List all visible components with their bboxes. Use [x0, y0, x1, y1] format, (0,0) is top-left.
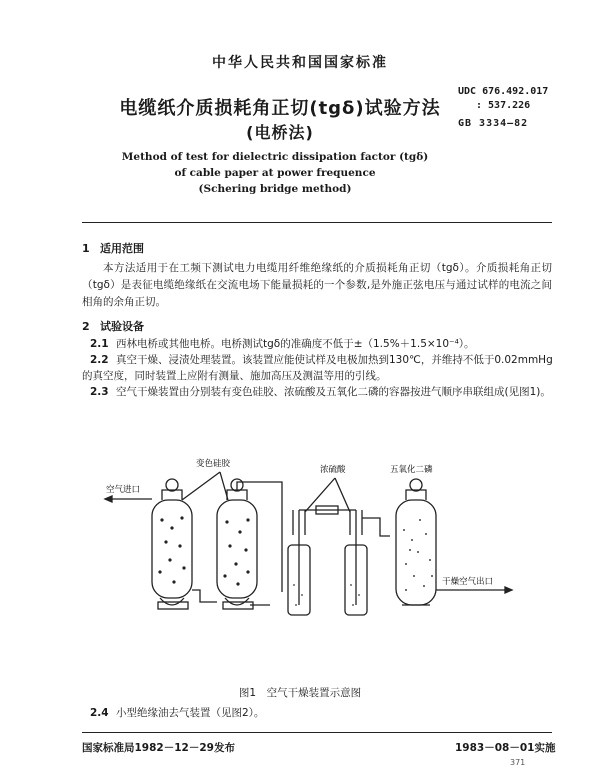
- section-title: 适用范围: [100, 242, 144, 255]
- label-air-inlet: 空气进口: [106, 485, 141, 495]
- section-1-heading: [82, 240, 144, 256]
- sulfuric-acid-bottle-1: [288, 510, 310, 615]
- silica-gel-column-1: [152, 479, 192, 609]
- page-number: 371: [510, 758, 526, 767]
- item-2-3: [82, 384, 552, 401]
- section-2-heading: [82, 318, 144, 334]
- phosphorus-pentoxide-column: [396, 479, 436, 605]
- figure-1-caption: 图1 空气干燥装置示意图: [238, 687, 362, 699]
- label-silica-gel: 变色硅胶: [196, 459, 231, 469]
- udc-line-1: UDC 676.492.017: [458, 86, 549, 97]
- gb-number: GB 3334—82: [458, 118, 529, 129]
- document-title: 电缆纸介质损耗角正切(tgδ)试验方法: [119, 98, 441, 119]
- item-2-4: [82, 705, 552, 722]
- english-title-line-3: (Schering bridge method): [198, 183, 352, 195]
- item-number: 2.2: [90, 354, 109, 366]
- english-title-line-1: Method of test for dielectric dissipation factor (tgδ): [121, 151, 429, 163]
- sulfuric-acid-bottle-2: [345, 510, 367, 615]
- english-title-line-2: of cable paper at power frequence: [174, 167, 376, 179]
- section-number: 1: [82, 242, 90, 255]
- udc-code: [458, 85, 548, 113]
- effective-date: 1983－08－01实施: [455, 742, 556, 754]
- item-2-1: [82, 336, 552, 353]
- item-text: 小型绝缘油去气装置（见图2）。: [116, 707, 265, 719]
- label-phosphorus-pentoxide: 五氧化二磷: [390, 465, 433, 475]
- item-number: 2.4: [90, 707, 109, 719]
- item-text: 真空干燥、浸渍处理装置。该装置应能使试样及电极加热到130℃，并维持不低于0.02mmHg: [116, 354, 553, 366]
- issue-date: 国家标准局1982－12－29发布: [82, 742, 235, 754]
- item-number: 2.1: [90, 338, 109, 350]
- air-drying-apparatus-figure: [100, 450, 550, 625]
- p2o5-particles: [403, 519, 433, 591]
- section-1-paragraph: 本方法适用于在工频下测试电力电缆用纤维绝缘纸的介质损耗角正切（tgδ）。介质损耗角正切（tgδ）是表征电缆绝缘纸在交流电场下能量损耗的一个参数,是外施正弦电压与通过试样的电流之间相角的余角正切。: [82, 262, 552, 308]
- label-sulfuric-acid: 浓硫酸: [320, 465, 346, 475]
- item-text: 空气干燥装置由分别装有变色硅胶、浓硫酸及五氧化二磷的容器按进气顺序串联组成(见图1)。: [116, 386, 551, 398]
- item-text: 的真空度，同时装置上应附有测量、施加高压及测温等用的引线。: [82, 370, 387, 382]
- item-text: 西林电桥或其他电桥。电桥测试tgδ的准确度不低于±（1.5%＋1.5×10⁻⁴）。: [116, 338, 475, 350]
- label-dry-air-outlet: 干燥空气出口: [442, 577, 494, 587]
- item-2-2-continued: [82, 368, 552, 385]
- section-number: 2: [82, 320, 90, 333]
- silica-granules: [158, 516, 249, 585]
- section-title: 试验设备: [100, 320, 144, 333]
- standard-organization: 中华人民共和国国家标准: [212, 55, 388, 71]
- acid-liquid-dots: [293, 584, 360, 606]
- item-number: 2.3: [90, 386, 109, 398]
- footer-divider: [82, 732, 552, 733]
- udc-line-2: : 537.226: [476, 100, 531, 111]
- silica-gel-column-2: [217, 479, 257, 609]
- document-subtitle: (电桥法): [246, 123, 314, 142]
- header-divider: [82, 222, 552, 223]
- item-2-2: [82, 352, 552, 369]
